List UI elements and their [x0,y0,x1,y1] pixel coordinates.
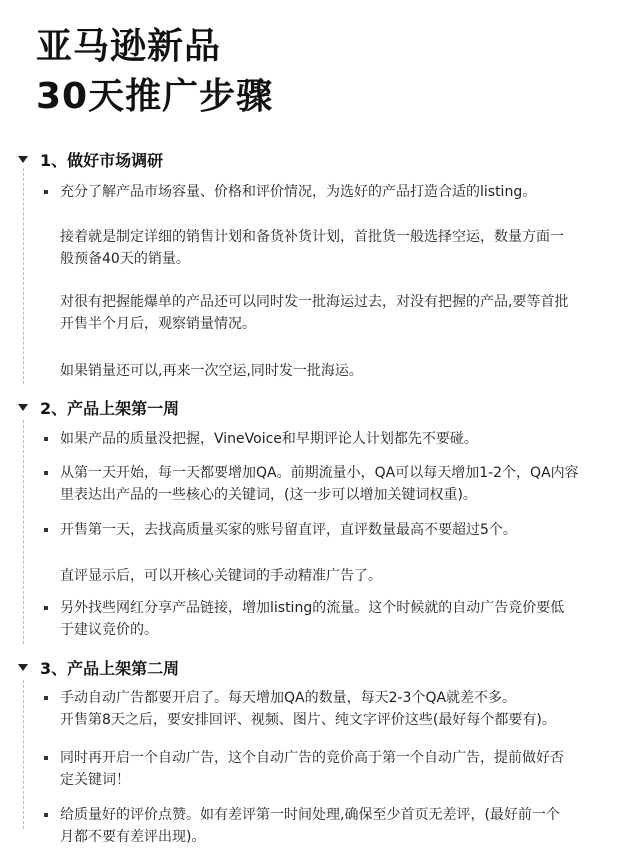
section-title: 2、产品上架第一周 [40,398,180,418]
bullet-icon [44,437,48,441]
bullet-icon [44,696,48,700]
bullet-icon [44,813,48,817]
bullet-icon [44,756,48,760]
item-text-line: 同时再开启一个自动广告，这个自动广告的竞价高于第一个自动广告，提前做好否 [60,750,564,766]
item-text-line: 开售半个月后，观察销量情况。 [60,316,256,332]
page-title-line1: 亚马逊新品 [36,26,222,67]
section-heading-1[interactable] [18,144,163,174]
collapse-caret-icon[interactable] [18,404,28,411]
item-text-line: 另外找些网红分享产品链接，增加listing的流量。这个时候就的自动广告竞价要低 [60,600,565,616]
item-text-line: 给质量好的评价点赞。如有差评第一时间处理,确保至少首页无差评，(最好前一个 [60,807,560,823]
bullet-icon [44,606,48,610]
item-text-line: 开售第一天，去找高质量买家的账号留直评，直评数量最高不要超过5个。 [60,522,517,538]
bullet-icon [44,528,48,532]
item-text-line: 对很有把握能爆单的产品还可以同时发一批海运过去，对没有把握的产品,要等首批 [60,294,569,310]
section-heading-3[interactable] [18,652,179,682]
item-text-line: 充分了解产品市场容量、价格和评价情况，为选好的产品打造合适的listing。 [60,184,537,200]
collapse-caret-icon[interactable] [18,156,28,163]
bullet-icon [44,471,48,475]
bullet-icon [44,190,48,194]
item-text-line: 手动自动广告都要开启了。每天增加QA的数量，每天2-3个QA就差不多。 [60,690,517,706]
item-text-line: 直评显示后，可以开核心关键词的手动精准广告了。 [60,568,382,584]
item-text-line: 接着就是制定详细的销售计划和备货补货计划，首批货一般选择空运，数量方面一 [60,229,564,245]
collapse-caret-icon[interactable] [18,664,28,671]
outline-guide-line [23,680,25,829]
item-text-line: 如果产品的质量没把握，VineVoice和早期评论人计划都先不要碰。 [60,431,478,447]
outline-guide-line [23,420,25,644]
page-title [36,22,273,122]
item-text-line: 月都不要有差评出现)。 [60,829,206,845]
section-heading-2[interactable] [18,392,179,422]
section-title: 1、做好市场调研 [40,150,164,170]
item-text-line: 如果销量还可以,再来一次空运,同时发一批海运。 [60,363,363,379]
outline-guide-line [23,168,25,384]
item-text-line: 从第一天开始，每一天都要增加QA。前期流量小，QA可以每天增加1-2个，QA内容 [60,465,579,481]
item-text-line: 定关键词！ [60,772,130,788]
section-title: 3、产品上架第二周 [40,658,180,678]
item-text-line: 里表达出产品的一些核心的关键词，(这一步可以增加关键词权重)。 [60,487,477,503]
item-text-line: 于建议竞价的。 [60,622,158,638]
item-text-line: 般预备40天的销量。 [60,251,190,267]
item-text-line: 开售第8天之后，要安排回评、视频、图片、纯文字评价这些(最好每个都要有)。 [60,712,556,728]
page-title-line2: 30天推广步骤 [36,76,274,117]
